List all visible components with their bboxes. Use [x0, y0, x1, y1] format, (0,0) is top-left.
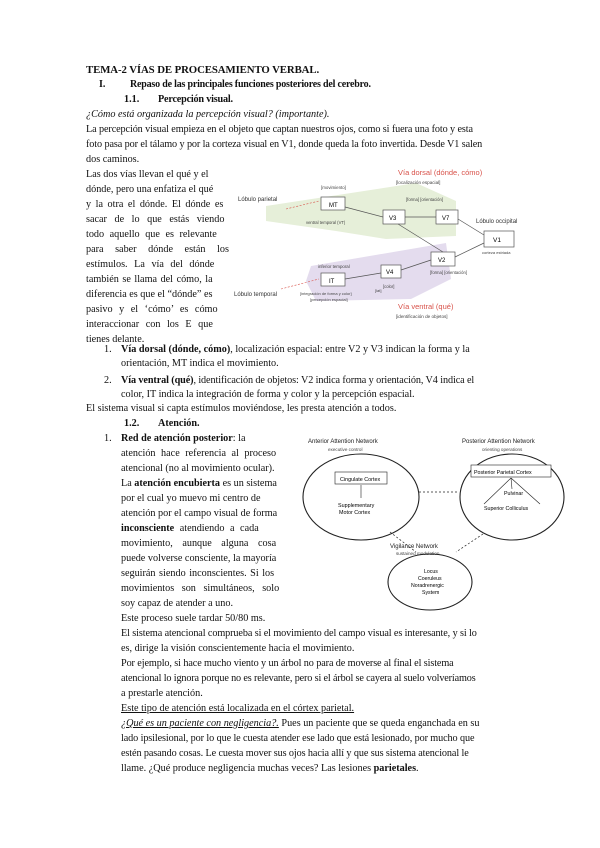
left-line: sacar de lo que estás viendo: [86, 214, 225, 225]
after-line-1: El sistema atencional comprueba si el movimiento del campo visual es interesante, y si lo: [121, 628, 477, 639]
dashed-link: [456, 534, 483, 552]
left-line: Las dos vías llevan el qué y el: [86, 169, 209, 180]
ppc-label: Posterior Parietal Cortex: [474, 470, 532, 476]
anterior-sub: executive control: [328, 447, 363, 452]
list1-item-1-bold: Vía dorsal (dónde, cómo): [121, 344, 231, 355]
vigilance-sub: sustained modulation: [396, 551, 440, 556]
posterior-sub: orienting operations: [482, 447, 523, 452]
attention-line-5: por el cual yo muevo mi centro de: [121, 493, 261, 504]
attention-line-8: movimiento, aunque alguna cosa: [121, 538, 277, 549]
it-label: IT: [329, 279, 335, 285]
percepcion-label: [percepción espacial]: [310, 297, 348, 302]
left-line: dónde, pero una enfatiza el qué: [86, 184, 214, 195]
forma-orient-v2: [forma] [orientación]: [430, 270, 468, 275]
inc-post: atendiendo a cada: [174, 523, 259, 534]
forma-orient-top: [forma] [orientación]: [406, 197, 444, 202]
lc-label-4: System: [422, 590, 440, 596]
left-line: estímulos. La vía del dónde: [86, 259, 215, 270]
left-line: pasivo y el ‘cómo’ es cómo: [86, 304, 218, 315]
attention-line-3: atencional (no al movimiento ocular).: [121, 463, 275, 474]
ventral-sub: [identificación de objetos]: [396, 314, 448, 319]
list1-item-2-line2: color, IT indica la integración de forma y color y la percepción espacial.: [121, 389, 415, 400]
ventral-temporal-label: ventral temporal (VT): [306, 220, 346, 225]
attention-line-6: atención por el campo visual de forma: [121, 508, 278, 519]
sub11-title: Percepción visual.: [158, 94, 233, 105]
lc-label-1: Locus: [424, 569, 438, 575]
arrow: [511, 478, 512, 489]
attention-line-1-rest: : la: [232, 433, 246, 444]
left-line: todo aquello que es relevante: [86, 229, 217, 240]
left-line: tienes delante.: [86, 334, 145, 345]
attention-num: 1.: [104, 433, 112, 444]
temporal-label: Lóbulo temporal: [234, 292, 278, 298]
sma-label-1: Supplementary: [338, 503, 375, 509]
lc-label-2: Coeruleus: [418, 576, 442, 582]
visual-stimuli-text: El sistema visual si capta estímulos moviéndose, les presta atención a todos.: [86, 403, 397, 414]
neglect-line-1: [121, 717, 479, 731]
sub12-title: Atención.: [158, 418, 200, 429]
after-line-3: Por ejemplo, si hace mucho viento y un árbol no para de moverse al final el sistema: [121, 658, 454, 669]
attention-line-12: soy capaz de atender a uno.: [121, 598, 234, 609]
lc-label-3: Noradrenergic: [411, 583, 444, 589]
sc-label: Superior Colliculus: [484, 506, 529, 512]
vigilance-circle: [388, 554, 472, 610]
list1-item-2-bold: Vía ventral (qué): [121, 375, 194, 386]
sub11-num: 1.1.: [124, 94, 140, 105]
intro-line-1: La percepción visual empieza en el objeto que captan nuestros ojos, como si fuera una foto y esta: [86, 124, 473, 135]
attention-line-11: movimientos son simultáneos, solo: [121, 583, 280, 594]
sma-label-2: Motor Cortex: [339, 510, 371, 516]
color-label: [color]: [383, 284, 395, 289]
neglect-end: .: [416, 763, 419, 774]
list1-item-1: [121, 343, 470, 357]
v3-label: V3: [389, 216, 397, 222]
attention-line-2: atención hace referencia al proceso: [121, 448, 277, 459]
anterior-title: Anterior Attention Network: [308, 439, 378, 445]
mt-label: MT: [329, 203, 338, 209]
parietal-label: Lóbulo parietal: [238, 197, 278, 203]
attention-line-4: [121, 477, 277, 491]
arrow: [455, 243, 484, 257]
intro-line-2: foto pasa por el tálamo y por la corteza visual en V1, donde queda la foto invertida. Desde V1 salen: [86, 139, 483, 150]
inferior-temporal-label: inferior temporal: [318, 264, 350, 269]
ventral-title: Vía ventral (qué): [398, 302, 454, 311]
left-line: para saber dónde están los: [86, 244, 229, 255]
enc-bold: atención encubierta: [134, 478, 221, 489]
v2-label: V2: [438, 258, 446, 264]
parietal-underline: Este tipo de atención está localizada en el córtex parietal.: [121, 703, 355, 714]
v1-label: V1: [493, 237, 501, 244]
occipital-label: Lóbulo occipital: [476, 219, 518, 225]
sub12-num: 1.2.: [124, 418, 140, 429]
vigilance-title: Vigilance Network: [390, 544, 438, 550]
v4-label: V4: [386, 270, 394, 276]
attention-bold: Red de atención posterior: [121, 433, 233, 444]
neglect-line-3: estén pasando cosas. Le cuesta mover sus ojos hacia allí y que sus sistema atencional le: [121, 748, 469, 759]
section1-num: I.: [99, 79, 106, 90]
inc-bold: inconsciente: [121, 523, 175, 534]
enc-pre: La: [121, 478, 135, 489]
list1-item-2-rest: , identificación de objetos: V2 indica forma y orientación, V4 indica el: [193, 375, 475, 386]
dorsal-sub: [localización espacial]: [396, 180, 441, 185]
list1-num-1: 1.: [104, 344, 112, 355]
neglect-question: ¿Qué es un paciente con negligencia?.: [121, 718, 279, 729]
lat-label: [lat]: [375, 288, 382, 293]
after-line-4: atencional lo ignora porque no es relevante, pero si el árbol se cayera al suelo volveríamos: [121, 673, 476, 684]
list1-item-1-rest: , localización espacial: entre V2 y V3 indican la forma y la: [230, 344, 470, 355]
after-line-2: es, dirige la visión conscientemente hacia el movimiento.: [121, 643, 355, 654]
attention-line-13: Este proceso suele tardar 50/80 ms.: [121, 613, 266, 624]
posterior-title: Posterior Attention Network: [462, 439, 535, 445]
v7-label: V7: [442, 216, 450, 222]
visual-pathways-diagram: [226, 161, 531, 333]
movimiento-label: [movimiento]: [321, 185, 346, 190]
list1-num-2: 2.: [104, 375, 112, 386]
attention-line-10: seguirán siendo inconscientes. Si los: [121, 568, 275, 579]
attention-line-9: puede volverse consciente, la mayoría: [121, 553, 277, 564]
left-line: también se llama del cómo, la: [86, 274, 213, 285]
neglect-line-2: lado ipsilesional, por lo que le cuesta atender ese lado que está lesionado, por mucho que: [121, 733, 475, 744]
left-line: diferencia es que el “dónde” es: [86, 289, 213, 300]
attention-networks-diagram: [298, 434, 566, 616]
question-visual: ¿Cómo está organizada la percepción visual? (importante).: [86, 109, 330, 120]
integracion-label: [integración de forma y color]: [300, 291, 352, 296]
doc-title: TEMA-2 VÍAS DE PROCESAMIENTO VERBAL.: [86, 64, 320, 76]
list1-item-2: [121, 374, 474, 388]
pulvinar-label: Pulvinar: [504, 491, 524, 497]
after-line-5: a prestarle atención.: [121, 688, 203, 699]
left-line: y la otra el dónde. El dónde es: [86, 199, 224, 210]
section1-title: Repaso de las principales funciones posteriores del cerebro.: [130, 79, 371, 90]
neglect-rest-4: llame. ¿Qué produce negligencia muchas veces? Las lesiones: [121, 763, 374, 774]
dorsal-title: Vía dorsal (dónde, cómo): [398, 168, 483, 177]
attention-line-7: [121, 522, 259, 536]
cingulate-label: Cingulate Cortex: [340, 477, 381, 483]
v1-sub: corteza estriada: [482, 250, 511, 255]
neglect-bold: parietales: [373, 763, 417, 774]
neglect-line-4: [121, 762, 419, 776]
left-line: interaccionar con los E que: [86, 319, 213, 330]
enc-post: es un sistema: [220, 478, 277, 489]
neglect-rest-1: Pues un paciente que se queda enganchada en su: [278, 718, 480, 729]
intro-line-3: dos caminos.: [86, 154, 140, 165]
attention-line-1: [121, 432, 246, 446]
list1-item-1-line2: orientación, MT indica el movimiento.: [121, 358, 279, 369]
